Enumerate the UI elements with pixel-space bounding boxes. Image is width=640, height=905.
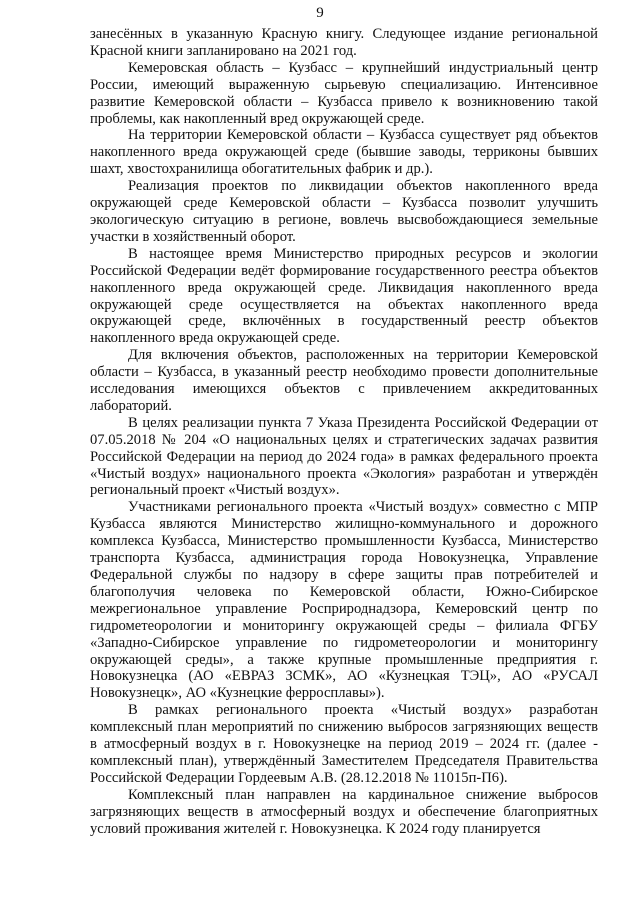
page-number: 9 bbox=[316, 5, 324, 21]
document-body bbox=[90, 26, 598, 838]
paragraph: Кемеровская область – Кузбасс – крупнейший индустриальный центр России, имеющий выраженную сырьевую специализацию. Интенсивное развитие Кемеровской области – Кузбасса привело к возникновению такой проблемы, как накопленный вред окружающей среде. bbox=[90, 59, 598, 127]
paragraph: В целях реализации пункта 7 Указа Президента Российской Федерации от 07.05.2018 № 204 «О национальных целях и стратегических задачах развития Российской Федерации на период до 2024 года» в рамках федерального проекта «Чистый воздух» национального проекта «Экология» разработан и утверждён региональный проект «Чистый воздух». bbox=[90, 414, 598, 499]
paragraph: В рамках регионального проекта «Чистый воздух» разработан комплексный план мероприятий по снижению выбросов загрязняющих веществ в атмосферный воздух в г. Новокузнецке на период 2019 – 2024 гг. (далее - комплексный план), утверждённый Заместителем Председателя Правительства Российской Федерации Гордеевым А.В. (28.12.2018 № 11015п-П6). bbox=[90, 702, 598, 786]
paragraph: На территории Кемеровской области – Кузбасса существует ряд объектов накопленного вреда окружающей среде (бывшие заводы, терриконы бывших шахт, хвостохранилища обогатительных фабрик и др.). bbox=[90, 127, 598, 178]
paragraph: Комплексный план направлен на кардинальное снижение выбросов загрязняющих веществ в атмосферный воздух и обеспечение благоприятных условий проживания жителей г. Новокузнецка. К 2024 году планируется bbox=[90, 786, 598, 837]
paragraph: занесённых в указанную Красную книгу. Следующее издание региональной Красной книги запланировано на 2021 год. bbox=[90, 26, 598, 59]
paragraph: Участниками регионального проекта «Чистый воздух» совместно с МПР Кузбасса являются Министерство жилищно-коммунального и дорожного комплекса Кузбасса, Министерство промышленности Кузбасса, Министерство транспорта Кузбасса, администрация города Новокузнецка, Управление Федеральной службы по надзору в сфере защиты прав потребителей и благополучия человека по Кемеровской области, Южно-Сибирское межрегиональное управление Росприроднадзора, Кемеровский центр по гидрометеорологии и мониторингу окружающей среды – филиала ФГБУ «Западно-Сибирское управление по гидрометеорологии и мониторингу окружающей среды», а также крупные промышленные предприятия г. Новокузнецка (АО «ЕВРАЗ ЗСМК», АО «Кузнецкая ТЭЦ», АО «РУСАЛ Новокузнецк», АО «Кузнецкие ферросплавы»). bbox=[90, 499, 598, 702]
paragraph: В настоящее время Министерство природных ресурсов и экологии Российской Федерации ведёт формирование государственного реестра объектов накопленного вреда окружающей среде. Ликвидация накопленного вреда окружающей среде осуществляется на объектах накопленного вреда окружающей среде, включённых в государственный реестр объектов накопленного вреда окружающей среде. bbox=[90, 245, 598, 347]
paragraph: Для включения объектов, расположенных на территории Кемеровской области – Кузбасса, в указанный реестр необходимо провести дополнительные исследования имеющихся объектов с привлечением аккредитованных лабораторий. bbox=[90, 347, 598, 414]
paragraph: Реализация проектов по ликвидации объектов накопленного вреда окружающей среде Кемеровской области – Кузбасса позволит улучшить экологическую ситуацию в регионе, вовлечь высвобождающиеся земельные участки в хозяйственный оборот. bbox=[90, 178, 598, 245]
